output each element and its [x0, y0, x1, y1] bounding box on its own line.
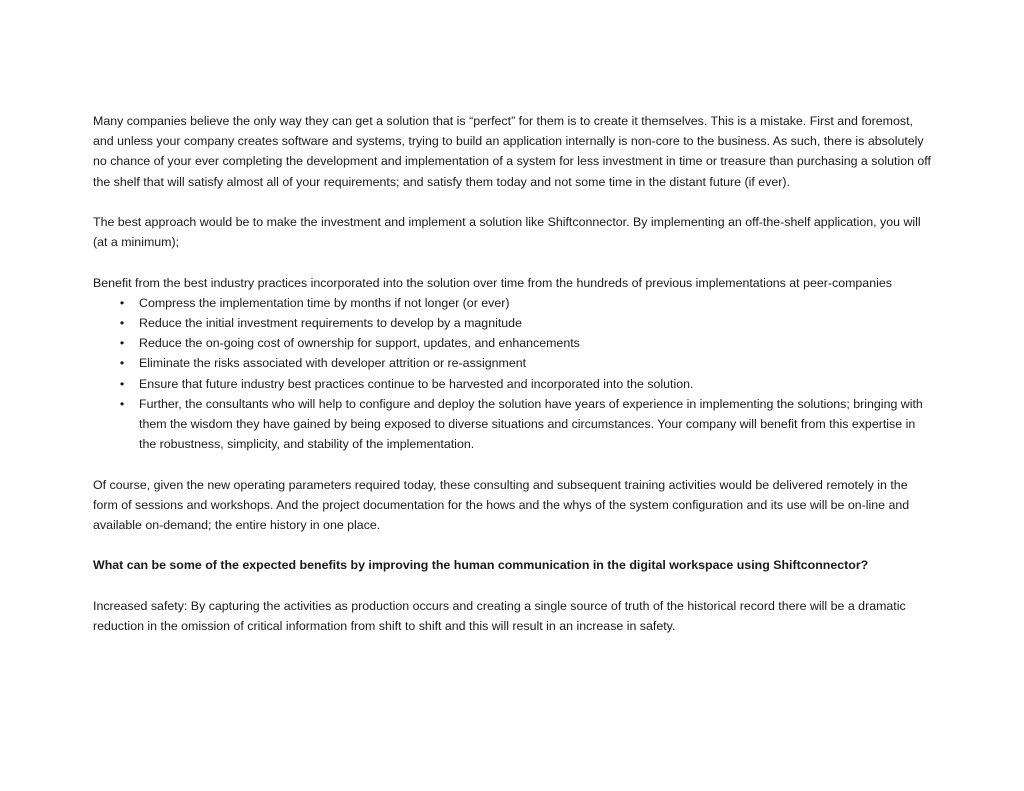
bullet-icon: • — [119, 316, 125, 330]
section-heading: What can be some of the expected benefits by improving the human communication in the digital workspace using Shiftconnector? — [93, 558, 869, 573]
bullet-icon: • — [119, 336, 125, 351]
list-item — [93, 353, 933, 373]
list-item-text: Eliminate the risks associated with developer attrition or re-assignment — [139, 356, 527, 371]
bullet-icon: • — [119, 356, 125, 371]
list-item — [93, 333, 933, 353]
paragraph-best-approach: The best approach would be to make the investment and implement a solution like Shiftconnector. By implementing an off-the-shelf application, you will (at a minimum); — [93, 215, 921, 250]
bullet-icon: • — [119, 396, 125, 411]
document-page — [93, 111, 933, 656]
list-item — [93, 394, 933, 455]
paragraph-benefit-intro: Benefit from the best industry practices incorporated into the solution over time from the hundreds of previous implementations at peer-companies — [93, 275, 892, 290]
paragraph-increased-safety: Increased safety: By capturing the activities as production occurs and creating a single source of truth of the historical record there will be a dramatic reduction in the omission of critical information from shift to shift and this will result in an increase in safety. — [93, 598, 906, 633]
list-item-text: Compress the implementation time by months if not longer (or ever) — [139, 295, 510, 310]
list-item-text: Reduce the initial investment requirements to develop by a magnitude — [139, 316, 522, 330]
paragraph-build-vs-buy: Many companies believe the only way they can get a solution that is “perfect” for them is to create it themselves. This is a mistake. First and foremost, and unless your company creates software and systems, trying to build an application internally is non-core to the business. As such, there is absolutely no chance of your ever completing the development and implementation of a system for less investment in time or treasure than purchasing a solution off the shelf that will satisfy almost all of your requirements; and satisfy them today and not some time in the distant future (if ever). — [93, 114, 931, 189]
list-item-text: Ensure that future industry best practices continue to be harvested and incorporated into the solution. — [139, 376, 694, 391]
paragraph-remote-delivery: Of course, given the new operating parameters required today, these consulting and subsequent training activities would be delivered remotely in the form of sessions and workshops. And the project documentation for the hows and the whys of the system configuration and its use will be on-line and available on-demand; the entire history in one place. — [93, 477, 910, 533]
list-item-text: Reduce the on-going cost of ownership for support, updates, and enhancements — [139, 336, 580, 351]
list-item — [93, 313, 933, 333]
list-item — [93, 374, 933, 394]
list-item-text: Further, the consultants who will help to configure and deploy the solution have years of experience in implementing the solutions; bringing with them the wisdom they have gained by being exposed to diverse situations and circumstances. Your company will benefit from this expertise in the robustness, simplicity, and stability of the implementation. — [139, 396, 923, 452]
benefits-list — [93, 293, 933, 455]
list-item — [93, 293, 933, 313]
bullet-icon: • — [119, 376, 125, 391]
bullet-icon: • — [119, 295, 125, 310]
